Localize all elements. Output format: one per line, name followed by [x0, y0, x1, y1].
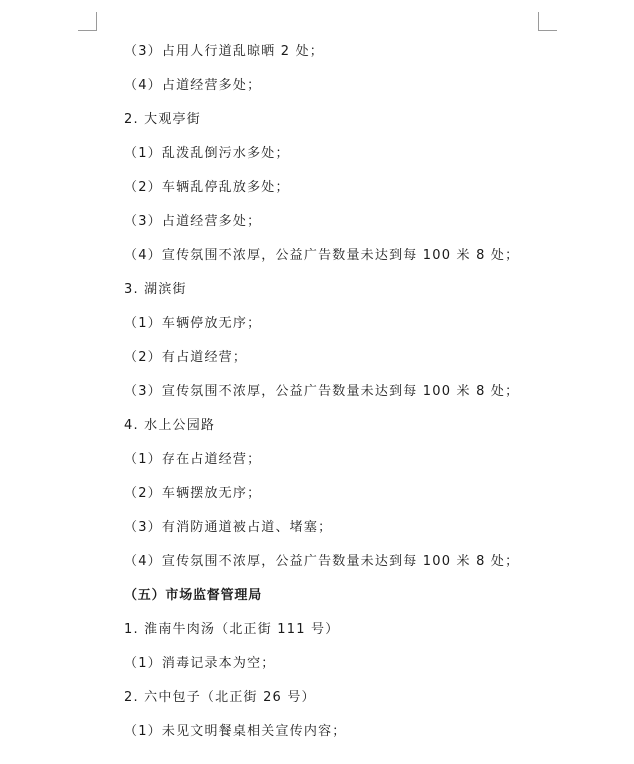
text-line: （2）车辆乱停乱放多处； [124, 180, 290, 195]
text-line: （3）宣传氛围不浓厚，公益广告数量未达到每 100 米 8 处； [124, 384, 520, 399]
text-line: （1）车辆停放无序； [124, 316, 262, 331]
text-line: （4）宣传氛围不浓厚，公益广告数量未达到每 100 米 8 处； [124, 554, 520, 569]
section-heading: 3. 湖滨街 [124, 282, 187, 297]
text-line: （3）有消防通道被占道、堵塞； [124, 520, 333, 535]
text-line: （3）占用人行道乱晾晒 2 处； [124, 44, 325, 59]
section-heading: 2. 大观亭街 [124, 112, 201, 127]
text-line: （1）存在占道经营； [124, 452, 262, 467]
text-line: （2）车辆摆放无序； [124, 486, 262, 501]
page-corner-mark-top-left [78, 12, 97, 31]
text-line: （1）乱泼乱倒污水多处； [124, 146, 290, 161]
page-corner-mark-top-right [538, 12, 557, 31]
text-line: （4）占道经营多处； [124, 78, 262, 93]
text-line: （4）宣传氛围不浓厚，公益广告数量未达到每 100 米 8 处； [124, 248, 520, 263]
text-line: （1）未见文明餐桌相关宣传内容； [124, 724, 347, 739]
section-heading: 2. 六中包子（北正街 26 号） [124, 690, 316, 705]
chapter-heading: （五）市场监督管理局 [124, 588, 263, 603]
section-heading: 4. 水上公园路 [124, 418, 216, 433]
text-line: （1）消毒记录本为空； [124, 656, 276, 671]
text-line: （2）有占道经营； [124, 350, 248, 365]
section-heading: 1. 淮南牛肉汤（北正街 111 号） [124, 622, 340, 637]
text-line: （3）占道经营多处； [124, 214, 262, 229]
